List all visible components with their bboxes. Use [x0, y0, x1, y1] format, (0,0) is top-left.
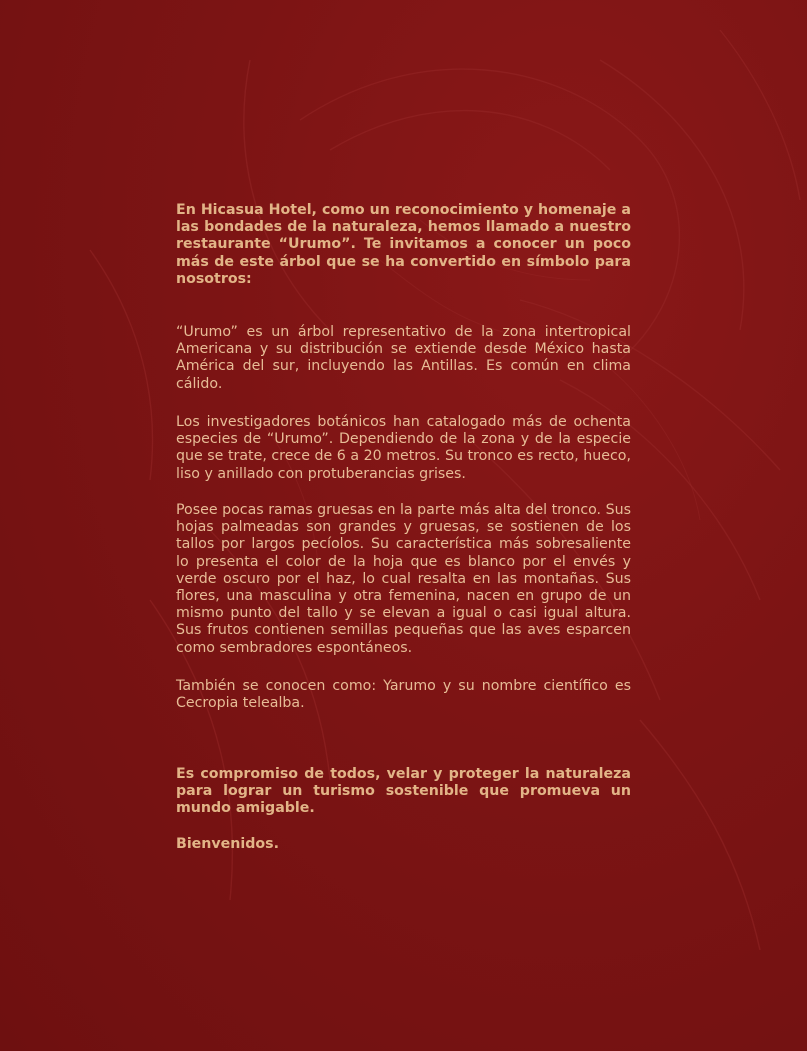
- closing-text: Es compromiso de todos, velar y proteger la naturaleza para lograr un turismo sostenible que promueva un mundo amigable.: [176, 766, 631, 817]
- body-paragraph-1: “Urumo” es un árbol representativo de la zona intertropical Americana y su distribución se extiende desde México hasta América del sur, incluyendo las Antillas. Es común en clima cálido.: [176, 324, 631, 392]
- body-paragraph-3: Posee pocas ramas gruesas en la parte más alta del tronco. Sus hojas palmeadas son grandes y gruesas, se sostienen de los tallos por largos pecíolos. Su característica más sobresaliente lo presenta el color de la hoja que es blanco por el envés y verde oscuro por el haz, lo cual resalta en las montañas. Sus flores, una masculina y otra femenina, nacen en grupo de un mismo punto del tallo y se elevan a igual o casi igual altura. Sus frutos contienen semillas pequeñas que las aves esparcen como sembradores espontáneos.: [176, 502, 631, 656]
- body-paragraph-2: Los investigadores botánicos han catalogado más de ochenta especies de “Urumo”. Dependiendo de la zona y de la especie que se trate, crece de 6 a 20 metros. Su tronco es recto, hueco, liso y anillado con protuberancias grises.: [176, 414, 631, 482]
- welcome-text: Bienvenidos.: [176, 836, 279, 852]
- intro-text: En Hicasua Hotel, como un reconocimiento y homenaje a las bondades de la naturaleza, hemos llamado a nuestro restaurante “Urumo”. Te invitamos a conocer un poco más de este árbol que se ha convertido en símbolo para nosotros:: [176, 202, 631, 287]
- body-paragraph-4: También se conocen como: Yarumo y su nombre científico es Cecropia telealba.: [176, 678, 631, 712]
